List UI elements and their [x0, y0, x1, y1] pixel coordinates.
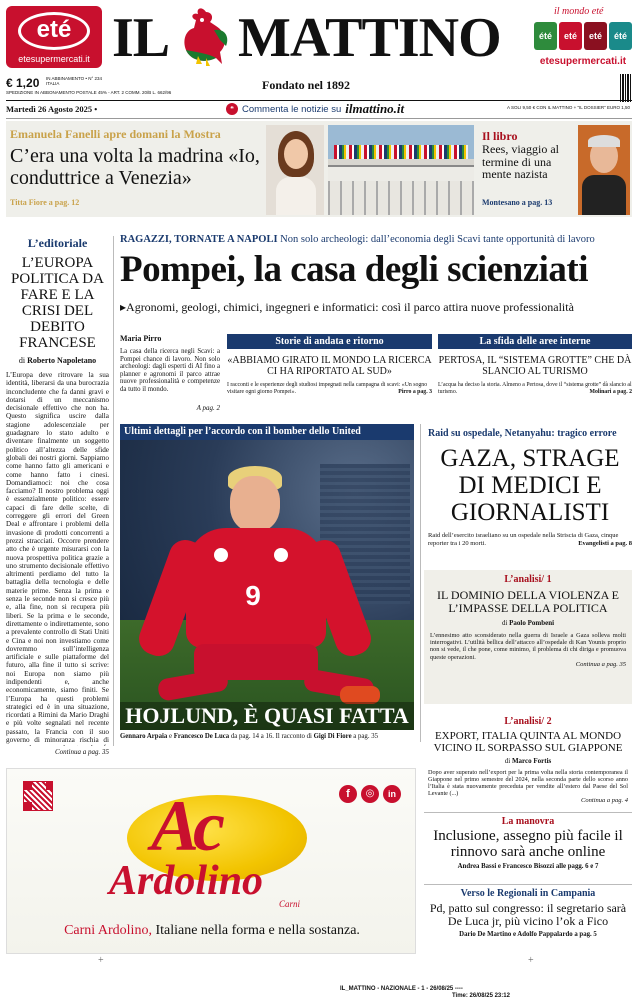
left-ete-url: etesupermercati.it — [18, 54, 90, 64]
regionali-headline: Pd, patto sul congresso: il segretario sarà De Luca jr, più vicino l’ok a Fico — [429, 901, 627, 928]
right-brand-box[interactable] — [534, 6, 632, 68]
gaza-headline: GAZA, STRAGE DI MEDICI E GIORNALISTI — [440, 445, 620, 526]
price: € 1,20 — [6, 76, 40, 90]
postal-note: SPEDIZIONE IN ABBONAMENTO POSTALE 45% - ART. 2 COMM. 20/B L. 662/96 — [6, 90, 172, 95]
analisi1-block[interactable] — [424, 570, 632, 704]
rooster-icon — [176, 6, 234, 68]
crop-mark-left: + — [98, 955, 104, 966]
sport-block[interactable] — [120, 424, 414, 730]
box2[interactable] — [438, 334, 632, 414]
book-byline: Montesano a pag. 13 — [482, 198, 553, 207]
masthead-title-mattino: MATTINO — [238, 7, 501, 69]
analisi2-headline: EXPORT, ITALIA QUINTA AL MONDO VICINO IL SORPASSO SUL GIAPPONE — [433, 730, 623, 754]
sport-caption-author1: Gennaro Arpaia — [120, 733, 168, 740]
promo-right: A SOLI 9,50 € CON IL MATTINO + "IL DOSSIER" EURO 1,50 — [507, 105, 630, 110]
box2-text — [438, 382, 632, 395]
right-column-divider — [420, 424, 421, 742]
comment-prefix: Commenta le notizie su — [242, 103, 342, 115]
box1-headline: «ABBIAMO GIRATO IL MONDO LA RICERCA CI HA RIPORTATO AL SUD» — [227, 355, 432, 377]
speech-bubble-icon: ❝ — [226, 103, 238, 115]
editorial-byline — [6, 356, 109, 365]
box1[interactable] — [227, 334, 432, 414]
regionali-block[interactable] — [424, 884, 632, 954]
right-brand-url: etesupermercati.it — [539, 56, 627, 67]
ardolino-brand-sub: Carni — [279, 899, 301, 909]
jersey-number: 9 — [245, 580, 261, 611]
analisi2-continue[interactable]: Continua a pag. 4 — [581, 797, 628, 804]
crop-mark-right: + — [528, 955, 534, 966]
gaza-body-text: Raid dell’esercito israeliano su un ospedale nella Striscia di Gaza, cinque reporter tra i 20 morti. — [428, 532, 619, 547]
box2-byline: Molinari a pag. 2 — [589, 388, 632, 395]
ardolino-ad[interactable] — [6, 768, 416, 954]
right-brand-caption: il mondo eté — [554, 6, 604, 17]
lead-headline[interactable]: Pompei, la casa degli scienziati — [120, 249, 589, 290]
sport-caption — [120, 733, 420, 740]
analisi2-body: Dopo aver superato nell’export per la prima volta nella storia contemporanea il Giappone nel primo semestre del 2024, nella seconda parte dello scorso anno l’Italia è stata nuovamente preceduta per vendite all’estero dal Paese del Sol Levante (...) — [428, 769, 628, 797]
analisi1-byline — [430, 619, 626, 627]
editorial-body: L’Europa deve ritrovare la sua identità, liberarsi da una burocrazia inconcludente che fa danni gravi e dotarsi di un meccanismo decisionale effettivo che non ha. Questo significa uscire dalla stagione adolescenziale per guadagnare lo stato adulto e diventare finalmente un soggetto politico all’altezza delle sfide globali dei nostri giorni. Sappiamo come hanno fatto gli americani e come hanno fatto i cinesi. Domandiamoci: noi che cosa facciamo? Il nostro problema oggi è essenzialmente politico: essere capaci di fare delle scelte, di correggere gli errori del Green Deal e affrontare i problemi della invasione di prodotti concorrenti a prezzi stracciati. Occorre prendere atto che è urgente misurarsi con la nuova prospettiva politica grazie a uno strumento decisionale effettivo altrimenti perdiamo del tutto la battaglia della tecnologia e delle materie prime. Senza la prima e senza le seconde non si cresce più e, alla fine, non si recupera più liberi. Se la prima e le seconde, direttamente o indirettamente, sono a prevalente controllo di Stati Uniti e Cina e noi non investiamo come dovremmo sull’intelligenza artificiale e sulle piattaforme del futuro, alla fine il tutto si scrive: noi Europa non siamo più indipendenti e, anche economicamente, siamo finiti. Se l’Europa ha questi problemi strategici ed è in una situazione, ricordati a Rimini da Mario Draghi e più volte segnalati nel recente passato, la Francia con il suo governo di minoranza rischia di — [6, 371, 109, 745]
manovra-block[interactable] — [424, 812, 632, 874]
banner-headline: C’era una volta la madrina «Io, conduttrice a Venezia» — [10, 145, 260, 189]
analisi2-byline — [428, 757, 628, 765]
gaza-kicker: Raid su ospedale, Netanyahu: tragico errore — [428, 428, 617, 439]
analisi1-headline: IL DOMINIO DELLA VIOLENZA E L’IMPASSE DELLA POLITICA — [437, 588, 619, 615]
editorial-title: L’EUROPA POLITICA DA FARE E LA CRISI DEL DEBITO FRANCESE — [11, 255, 104, 351]
sport-caption-author2: Francesco De Luca — [173, 733, 230, 740]
fanelli-photo — [266, 125, 324, 215]
facebook-icon[interactable]: f — [339, 785, 357, 803]
manovra-headline: Inclusione, assegno più facile il rinnovo sarà anche online — [433, 828, 623, 860]
analisi2-kicker: L’analisi/ 2 — [504, 716, 552, 727]
analisi2-author: Marco Fortis — [511, 757, 552, 765]
social-icons — [339, 785, 401, 803]
left-ete-logo-text: eté — [36, 16, 72, 43]
lead-page: A pag. 2 — [196, 404, 220, 412]
box2-title: La sfida delle aree interne — [438, 334, 632, 349]
editorial-divider — [113, 236, 114, 746]
ardolino-brand: Ardolino — [109, 858, 264, 904]
sport-caption-mid: da pag. 14 a 16. Il racconto di — [229, 733, 314, 740]
box2-text-body: L’acqua ha deciso la storia. Almeno a Pertosa, dove il “sistema grotte” dà slancio al turismo. — [438, 382, 632, 395]
founded: Fondato nel 1892 — [262, 78, 351, 92]
book-kicker: Il libro — [482, 129, 518, 143]
comment-bar[interactable] — [226, 101, 404, 117]
box1-byline: Pirro a pag. 3 — [398, 388, 432, 395]
analisi1-kicker: L’analisi/ 1 — [504, 574, 552, 585]
instagram-icon[interactable]: ◎ — [361, 785, 379, 803]
gaza-byline: Evangelisti a pag. 8 — [578, 539, 632, 547]
price-note: IN ABBINAMENTO • N° 234 ITALIA — [46, 76, 103, 86]
analisi1-byline-prefix: di — [501, 619, 508, 627]
regionali-byline: Dario De Martino e Adolfo Pappalardo a pag. 5 — [459, 931, 597, 938]
sport-caption-and: e — [167, 733, 174, 740]
lead-subhead: ▸Agronomi, geologi, chimici, ingegneri e informatici: così il parco attira nuove professionalità — [120, 300, 574, 314]
masthead-title-il: IL — [112, 7, 170, 69]
left-ete-logo[interactable] — [6, 6, 102, 68]
book-headline: Rees, viaggio al termine di una mente nazista — [482, 142, 559, 181]
lead-body: La casa della ricerca negli Scavi: a Pompei chance di lavoro. Non solo archeologi: dagli esperti di AI fino a planner e agronomi il parco attrae nuove professionalità e competenze da tutto il mondo. — [120, 348, 220, 393]
box1-text-body: I racconti e le esperienze degli studiosi impegnati nella campagna di scavi: «Un sogno visitare ogni giorno Pompei». — [227, 382, 428, 395]
analisi1-continue[interactable]: Continua a pag. 35 — [575, 660, 626, 668]
rees-photo — [578, 125, 630, 215]
brand-badge-green: été — [534, 22, 557, 50]
editorial-kicker: L’editoriale — [27, 236, 88, 250]
ardolino-tagline-rest: Italiane nella forma e nella sostanza. — [151, 923, 360, 938]
banner-kicker: Emanuela Fanelli apre domani la Mostra — [10, 127, 221, 141]
ardolino-tagline — [7, 923, 416, 939]
editorial-byline-prefix: di — [18, 356, 26, 365]
dateline-rule — [6, 118, 632, 119]
editorial[interactable] — [6, 236, 109, 756]
gaza-body — [428, 532, 632, 547]
hojlund-photo — [154, 448, 384, 708]
sport-headline: HOJLUND, È QUASI FATTA — [120, 702, 414, 730]
date: Martedì 26 Agosto 2025 • — [6, 104, 98, 114]
analisi1-author: Paolo Pombeni — [509, 619, 555, 627]
regionali-kicker: Verso le Regionali in Campania — [460, 888, 596, 899]
editorial-author: Roberto Napoletano — [27, 356, 97, 365]
brand-badge-red: eté — [559, 22, 582, 50]
footer-line1: IL_MATTINO - NAZIONALE - 1 - 26/08/25 ---- — [340, 986, 463, 992]
lead-kicker-red: RAGAZZI, TORNATE A NAPOLI — [120, 234, 278, 245]
analisi2-block[interactable] — [424, 716, 632, 802]
venice-photo — [328, 125, 474, 215]
box1-text — [227, 382, 432, 395]
barcode — [620, 74, 632, 102]
linkedin-icon[interactable]: in — [383, 785, 401, 803]
gaza-block[interactable] — [428, 428, 632, 568]
manovra-byline: Andrea Bassi e Francesco Bisozzi alle pagg. 6 e 7 — [457, 863, 599, 870]
box1-title: Storie di andata e ritorno — [227, 334, 432, 349]
masthead-title — [108, 4, 528, 70]
lead-kicker — [120, 234, 632, 245]
banner-byline: Titta Fiore a pag. 12 — [10, 198, 80, 207]
analisi1-body: L’ennesimo atto sconsiderato nella guerra di Israele a Gaza solleva molti interrogativi. L’utilità bellica dell’attacco all’ospedale di Kan Younis proprio non si vede, il che pone, come minimo, il problema di chi diriga e promuova queste operazioni. — [430, 632, 626, 661]
sport-caption-author3: Gigi Di Fiore — [313, 733, 352, 740]
lead-author: Maria Pirro — [120, 334, 162, 343]
box2-headline: PERTOSA, IL “SISTEMA GROTTE” CHE DÀ SLANCIO AL TURISMO — [438, 355, 632, 377]
ardolino-tagline-brand: Carni Ardolino, — [64, 923, 152, 938]
lead-kicker-rest: Non solo archeologi: dall’economia degli Scavi tante opportunità di lavoro — [280, 234, 595, 245]
sport-caption-end: a pag. 35 — [351, 733, 379, 740]
ardolino-logo — [107, 787, 327, 913]
qr-code-icon[interactable] — [23, 781, 53, 811]
editorial-continue[interactable]: Continua a pag. 35 — [54, 748, 109, 756]
brand-badge-darkred: eté — [584, 22, 607, 50]
brand-badge-teal: été — [609, 22, 632, 50]
banner[interactable] — [6, 121, 632, 217]
sport-banner: Ultimi dettagli per l’accordo con il bomber dello United — [120, 424, 414, 440]
manovra-kicker: La manovra — [501, 816, 555, 827]
footer-line2: Time: 26/08/25 23:12 — [452, 993, 510, 999]
comment-site[interactable]: ilmattino.it — [345, 101, 405, 116]
ardolino-logo-letters: Ac — [151, 786, 219, 866]
analisi2-byline-prefix: di — [504, 757, 511, 765]
